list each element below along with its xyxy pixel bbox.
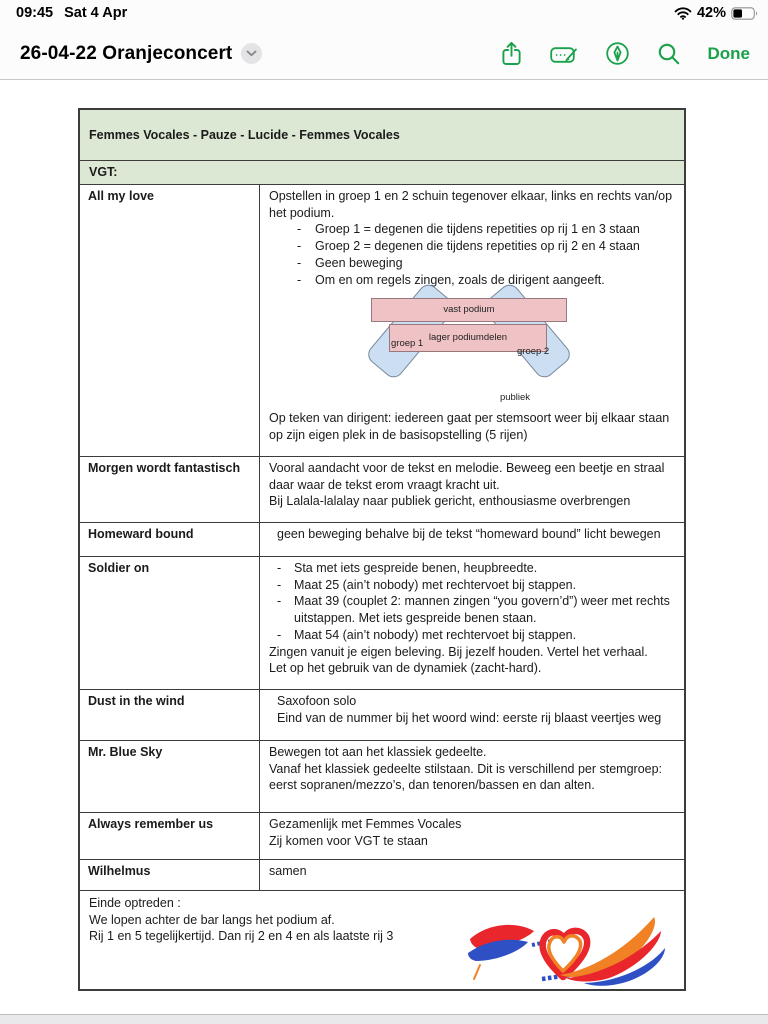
table-row — [80, 740, 684, 812]
status-time: 09:45 — [16, 5, 54, 21]
song-title: All my love — [80, 185, 260, 456]
song-notes — [260, 813, 684, 859]
table-section-row — [80, 160, 684, 184]
table-row — [80, 689, 684, 740]
song-title: Morgen wordt fantastisch — [80, 457, 260, 522]
wifi-icon — [674, 7, 692, 20]
footer-line: Rij 1 en 5 tegelijkertijd. Dan rij 2 en 4 en als laatste rij 3 — [89, 929, 394, 944]
vast-podium-label: vast podium — [443, 303, 495, 315]
footer-line: Einde optreden : — [89, 895, 181, 910]
note-line: geen beweging behalve bij de tekst “homeward bound” licht bewegen — [277, 526, 661, 541]
song-title: Mr. Blue Sky — [80, 741, 260, 812]
battery-icon — [731, 7, 758, 20]
toolbar — [0, 24, 768, 79]
battery-percent: 42% — [696, 5, 726, 21]
note-line: Zij komen voor VGT te staan — [269, 833, 428, 848]
song-title: Soldier on — [80, 557, 260, 689]
song-notes — [260, 457, 684, 522]
song-notes — [260, 741, 684, 812]
markup-icon[interactable] — [550, 43, 578, 65]
table-footer-row — [80, 890, 684, 989]
note-line: Let op het gebruik van de dynamiek (zacht-hard). — [269, 661, 542, 676]
note-line: Op teken van dirigent: iedereen gaat per stemsoort weer bij elkaar staan op zijn eigen plek in de basisopstelling (5 rijen) — [269, 411, 670, 442]
search-icon[interactable] — [657, 42, 681, 66]
publiek-label: publiek — [499, 392, 531, 404]
song-notes — [260, 557, 684, 689]
done-button[interactable]: Done — [707, 43, 750, 63]
status-date: Sat 4 Apr — [64, 5, 128, 21]
note-line: Gezamenlijk met Femmes Vocales — [269, 816, 462, 831]
group1-label: groep 1 — [391, 338, 424, 350]
note-line: Saxofoon solo — [277, 693, 357, 708]
note-bullet: - Groep 1 = degenen die tijdens repetities op rij 1 en 3 staan — [269, 221, 674, 238]
page-boundary — [0, 1014, 768, 1024]
table-header-row — [80, 110, 684, 160]
note-line: Zingen vanuit je eigen beleving. Bij jezelf houden. Vertel het verhaal. — [269, 644, 648, 659]
document-title: 26-04-22 Oranjeconcert — [20, 42, 233, 64]
table-header-title: Femmes Vocales - Pauze - Lucide - Femmes Vocales — [80, 110, 684, 160]
schedule-table — [78, 108, 686, 991]
note-bullet: - Maat 54 (ain’t nobody) met rechtervoet bij stappen. — [269, 627, 674, 644]
song-notes — [260, 690, 684, 740]
footer-line: We lopen achter de bar langs het podium af. — [89, 912, 335, 927]
status-bar — [0, 0, 768, 24]
note-line: Vooral aandacht voor de tekst en melodie. Beweeg een beetje en straal daar waar de tekst erom vraagt kracht uit. — [269, 460, 665, 492]
table-row — [80, 522, 684, 556]
table-row — [80, 456, 684, 522]
song-notes — [260, 185, 684, 456]
table-row — [80, 556, 684, 689]
chevron-down-icon[interactable] — [241, 43, 262, 64]
table-row — [80, 184, 684, 456]
song-title: Homeward bound — [80, 523, 260, 556]
note-line: Opstellen in groep 1 en 2 schuin tegenover elkaar, links en rechts van/op het podium. — [269, 188, 673, 220]
lager-podium-label: lager podiumdelen — [428, 331, 508, 343]
oranjeconcert-logo — [460, 909, 668, 987]
stage-diagram — [365, 294, 665, 408]
note-bullet: - Om en om regels zingen, zoals de dirigent aangeeft. — [269, 272, 674, 289]
table-row — [80, 812, 684, 859]
note-bullet: - Geen beweging — [269, 255, 674, 272]
share-icon[interactable] — [500, 40, 523, 67]
note-line: Eind van de nummer bij het woord wind: eerste rij blaast veertjes weg — [277, 710, 662, 725]
song-title: Wilhelmus — [80, 860, 260, 890]
song-notes — [260, 860, 684, 890]
song-notes — [260, 523, 684, 556]
section-label: VGT: — [80, 161, 684, 184]
note-line: Bij Lalala-lalalay naar publiek gericht, enthousiasme overbrengen — [269, 494, 631, 509]
song-title: Always remember us — [80, 813, 260, 859]
note-line: Bewegen tot aan het klassiek gedeelte. — [269, 744, 487, 759]
document-title-button[interactable] — [20, 43, 262, 65]
group2-label: groep 2 — [517, 346, 550, 358]
document-page[interactable] — [0, 80, 768, 1014]
footer-notes — [80, 891, 684, 989]
note-bullet: - Sta met iets gespreide benen, heupbreedte. — [269, 560, 674, 577]
song-title: Dust in the wind — [80, 690, 260, 740]
note-line: samen — [269, 863, 307, 878]
table-row — [80, 859, 684, 890]
note-line: Vanaf het klassiek gedeelte stilstaan. Dit is verschillend per stemgroep: eerst sopranen/mezzo’s, dan tenoren/bassen en dan alten. — [269, 761, 663, 793]
note-bullet: - Maat 39 (couplet 2: mannen zingen “you govern’d”) weer met rechts uitstappen. Met iets gespreide benen staan. — [269, 593, 674, 627]
note-bullet: - Groep 2 = degenen die tijdens repetities op rij 2 en 4 staan — [269, 238, 674, 255]
vast-podium-block — [371, 298, 567, 322]
note-bullet: - Maat 25 (ain’t nobody) met rechtervoet bij stappen. — [269, 577, 674, 594]
pencil-circle-icon[interactable] — [605, 41, 630, 66]
